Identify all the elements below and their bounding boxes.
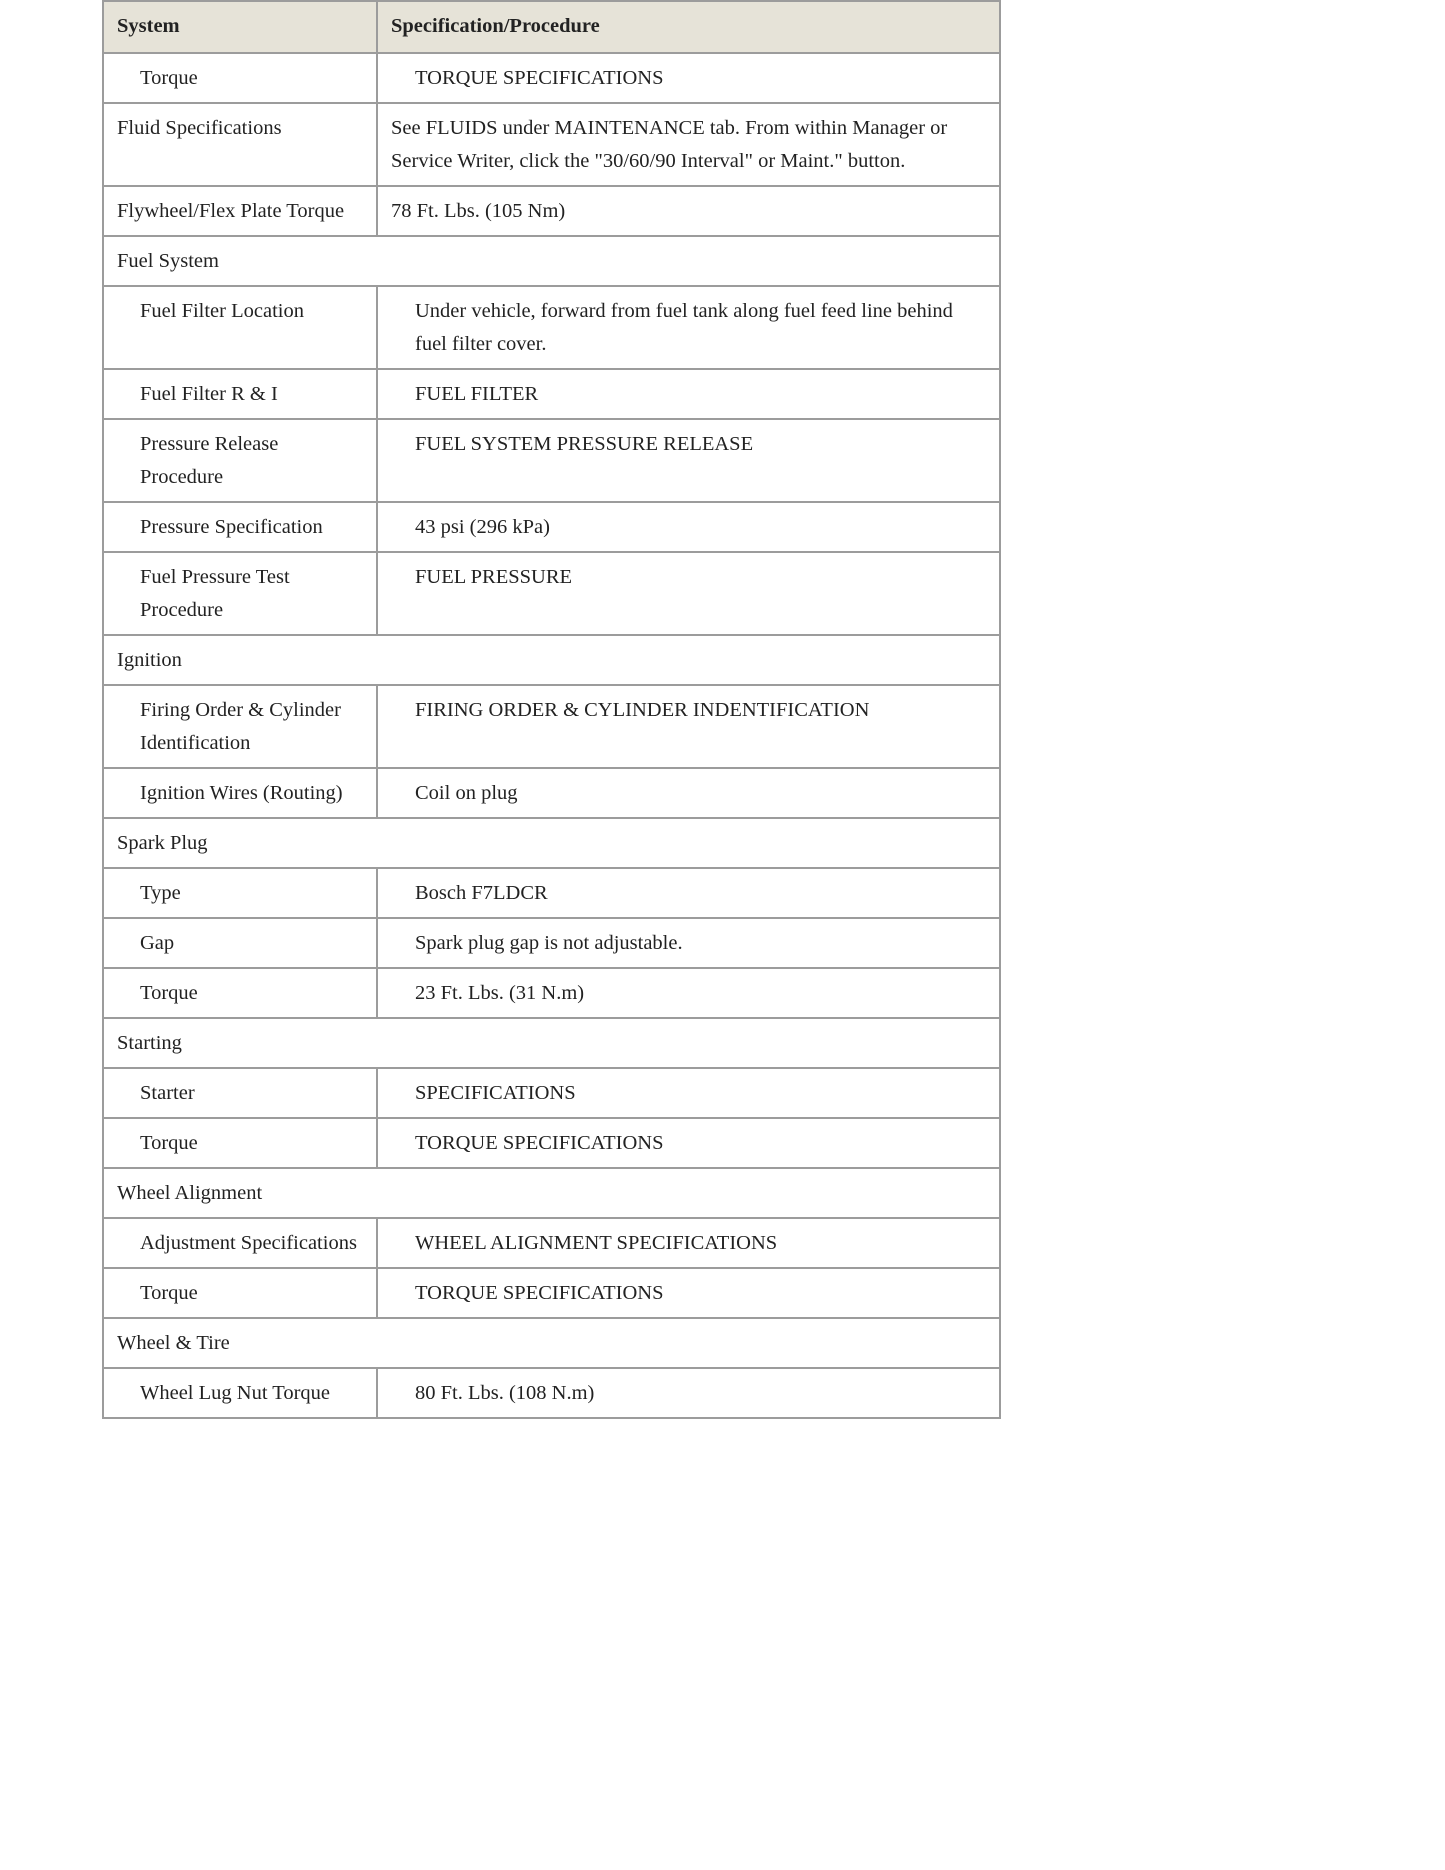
specification-cell: FUEL PRESSURE <box>377 552 1000 635</box>
table-header-row <box>103 1 1000 53</box>
system-cell: Ignition Wires (Routing) <box>103 768 377 818</box>
table-group-row <box>103 635 1000 685</box>
system-cell: Adjustment Specifications <box>103 1218 377 1268</box>
table-group-row <box>103 1168 1000 1218</box>
table-group-row <box>103 1318 1000 1368</box>
table-group-row <box>103 1018 1000 1068</box>
specification-cell: 78 Ft. Lbs. (105 Nm) <box>377 186 1000 236</box>
group-heading-cell: Spark Plug <box>103 818 1000 868</box>
system-cell: Fluid Specifications <box>103 103 377 186</box>
table-row <box>103 552 1000 635</box>
system-cell: Starter <box>103 1068 377 1118</box>
header-system: System <box>103 1 377 53</box>
specification-cell: SPECIFICATIONS <box>377 1068 1000 1118</box>
group-heading-cell: Fuel System <box>103 236 1000 286</box>
table-row <box>103 53 1000 103</box>
table-body <box>103 53 1000 1418</box>
table-row <box>103 868 1000 918</box>
group-heading-cell: Wheel & Tire <box>103 1318 1000 1368</box>
system-cell: Torque <box>103 1268 377 1318</box>
table-row <box>103 286 1000 369</box>
table-group-row <box>103 818 1000 868</box>
table-row <box>103 768 1000 818</box>
specification-cell: TORQUE SPECIFICATIONS <box>377 1118 1000 1168</box>
group-heading-cell: Ignition <box>103 635 1000 685</box>
header-specification-procedure: Specification/Procedure <box>377 1 1000 53</box>
specification-cell: Under vehicle, forward from fuel tank along fuel feed line behind fuel filter cover. <box>377 286 1000 369</box>
table-group-row <box>103 236 1000 286</box>
specification-cell: TORQUE SPECIFICATIONS <box>377 1268 1000 1318</box>
specification-cell: 80 Ft. Lbs. (108 N.m) <box>377 1368 1000 1418</box>
specification-cell: Spark plug gap is not adjustable. <box>377 918 1000 968</box>
system-cell: Wheel Lug Nut Torque <box>103 1368 377 1418</box>
table-row <box>103 968 1000 1018</box>
specification-cell: 23 Ft. Lbs. (31 N.m) <box>377 968 1000 1018</box>
table-row <box>103 1218 1000 1268</box>
system-cell: Torque <box>103 968 377 1018</box>
table-row <box>103 1368 1000 1418</box>
system-cell: Torque <box>103 53 377 103</box>
table-row <box>103 103 1000 186</box>
system-cell: Gap <box>103 918 377 968</box>
specification-cell: TORQUE SPECIFICATIONS <box>377 53 1000 103</box>
system-cell: Firing Order & Cylinder Identification <box>103 685 377 768</box>
specification-cell: See FLUIDS under MAINTENANCE tab. From within Manager or Service Writer, click the "30/60/90 Interval" or Maint." button. <box>377 103 1000 186</box>
table-row <box>103 1118 1000 1168</box>
table-row <box>103 186 1000 236</box>
specification-cell: FUEL FILTER <box>377 369 1000 419</box>
specification-cell: WHEEL ALIGNMENT SPECIFICATIONS <box>377 1218 1000 1268</box>
table-row <box>103 1068 1000 1118</box>
specifications-table <box>102 0 1001 1419</box>
system-cell: Fuel Filter Location <box>103 286 377 369</box>
system-cell: Pressure Release Procedure <box>103 419 377 502</box>
table-row <box>103 1268 1000 1318</box>
specification-cell: 43 psi (296 kPa) <box>377 502 1000 552</box>
system-cell: Flywheel/Flex Plate Torque <box>103 186 377 236</box>
group-heading-cell: Starting <box>103 1018 1000 1068</box>
specification-cell: FIRING ORDER & CYLINDER INDENTIFICATION <box>377 685 1000 768</box>
system-cell: Type <box>103 868 377 918</box>
system-cell: Torque <box>103 1118 377 1168</box>
table-row <box>103 369 1000 419</box>
system-cell: Fuel Pressure Test Procedure <box>103 552 377 635</box>
specification-cell: Bosch F7LDCR <box>377 868 1000 918</box>
system-cell: Fuel Filter R & I <box>103 369 377 419</box>
specification-cell: FUEL SYSTEM PRESSURE RELEASE <box>377 419 1000 502</box>
specification-cell: Coil on plug <box>377 768 1000 818</box>
table-row <box>103 502 1000 552</box>
group-heading-cell: Wheel Alignment <box>103 1168 1000 1218</box>
table-row <box>103 918 1000 968</box>
system-cell: Pressure Specification <box>103 502 377 552</box>
table-row <box>103 419 1000 502</box>
table-row <box>103 685 1000 768</box>
